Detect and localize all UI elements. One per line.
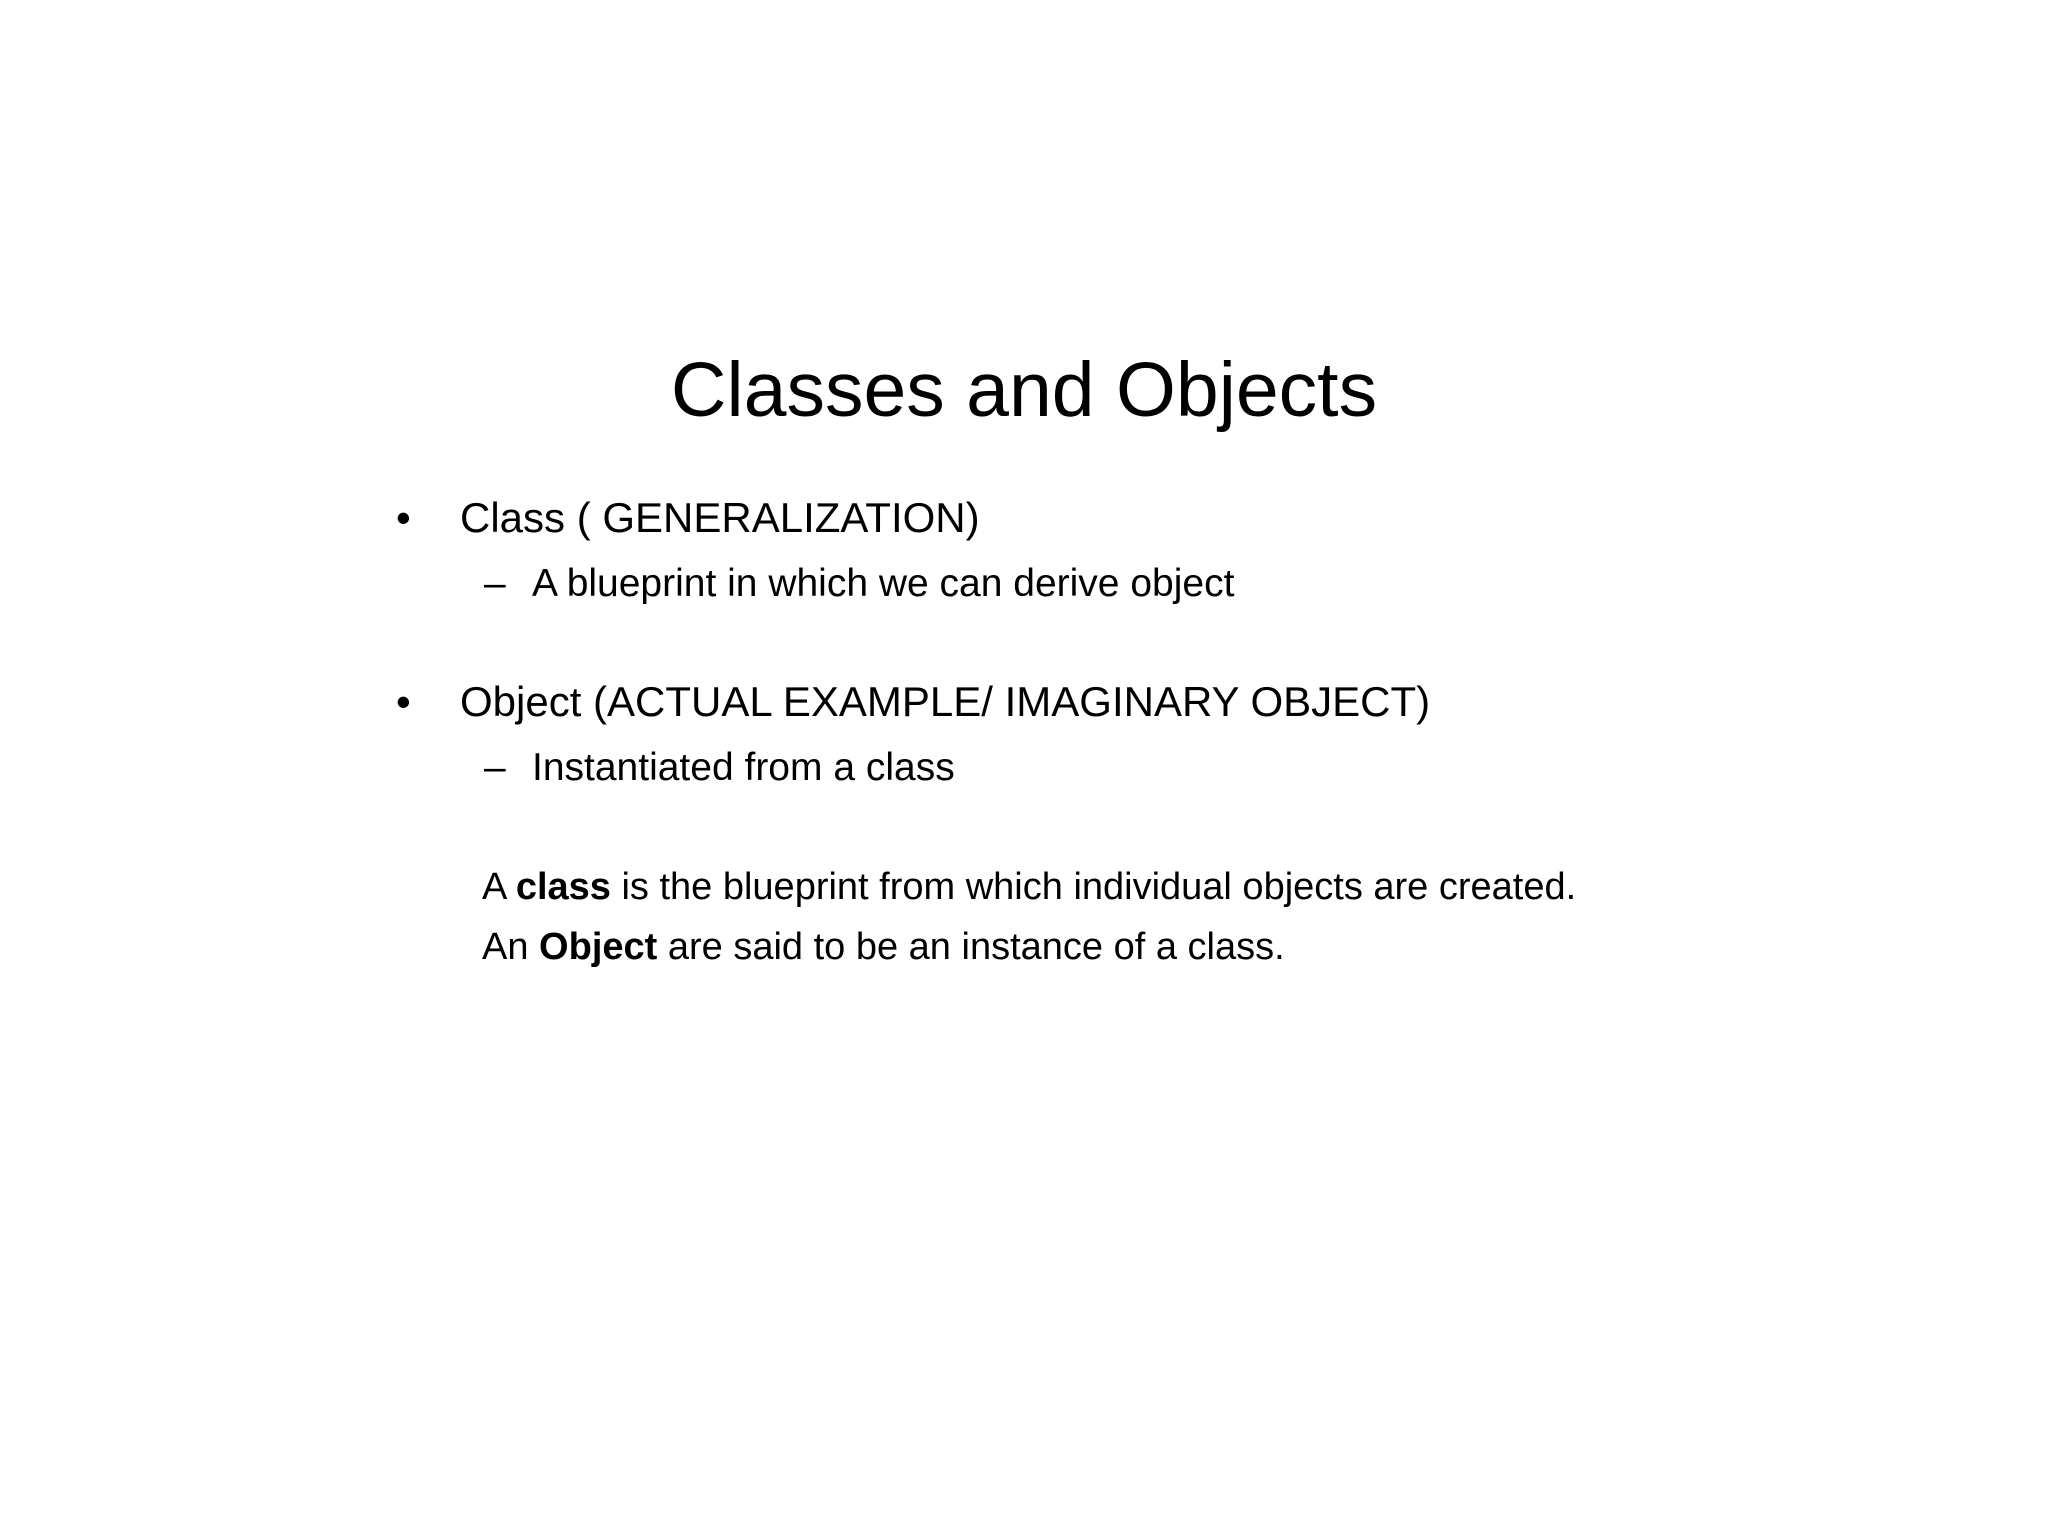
definition-prefix: An — [482, 926, 540, 968]
sub-item-class — [484, 554, 1234, 614]
sub-item-label: A blueprint in which we can derive object — [532, 562, 1235, 605]
definition-term: Object — [539, 926, 658, 968]
bullet-label: Object (ACTUAL EXAMPLE/ IMAGINARY OBJECT) — [460, 678, 1431, 725]
bullet-icon: • — [396, 678, 411, 725]
sub-item-object — [484, 738, 955, 798]
bullet-icon: • — [396, 494, 411, 541]
definition-object — [482, 918, 1285, 976]
bullet-label: Class ( GENERALIZATION) — [460, 494, 980, 541]
definition-class — [482, 858, 1576, 916]
sub-item-label: Instantiated from a class — [532, 746, 955, 789]
definition-text: is the blueprint from which individual objects are created. — [610, 866, 1577, 908]
bullet-item-object — [396, 672, 1430, 732]
dash-icon: – — [484, 562, 506, 605]
definition-term: class — [515, 866, 611, 908]
bullet-item-class — [396, 488, 980, 548]
definition-prefix: A — [482, 866, 516, 908]
dash-icon: – — [484, 746, 506, 789]
definition-text: are said to be an instance of a class. — [657, 926, 1285, 968]
slide-title: Classes and Objects — [670, 347, 1378, 433]
